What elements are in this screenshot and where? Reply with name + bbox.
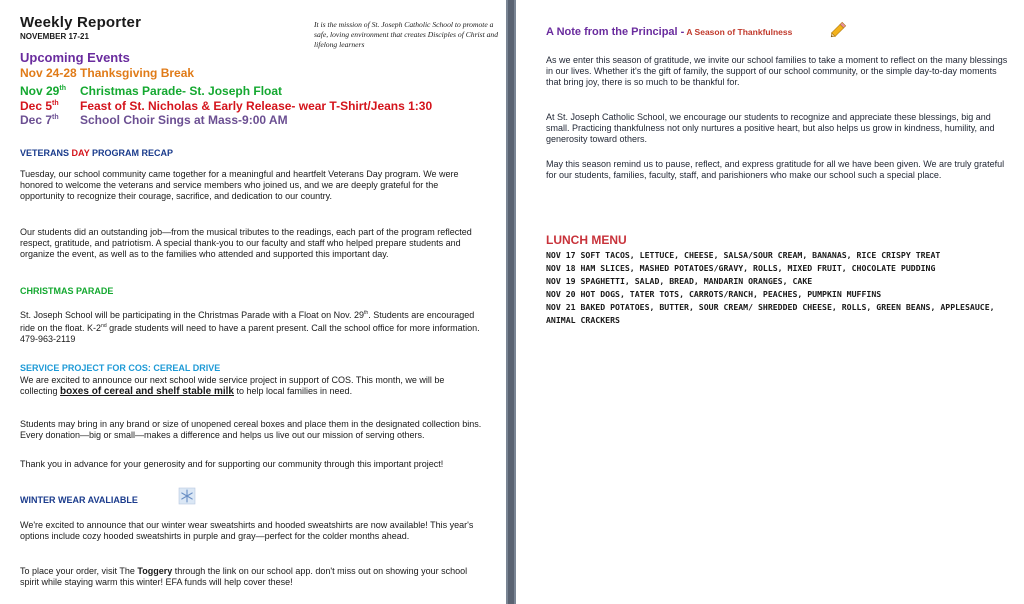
cereal-milk-emphasis: boxes of cereal and shelf stable milk bbox=[60, 386, 234, 397]
winter-wear-heading: WINTER WEAR AVALIABLE bbox=[20, 495, 138, 505]
page-left bbox=[0, 0, 506, 604]
event-date: Dec 7th bbox=[20, 113, 59, 127]
event-text: Feast of St. Nicholas & Early Release- wear T-Shirt/Jeans 1:30 bbox=[80, 99, 433, 113]
page-right bbox=[516, 0, 1024, 604]
pencil-icon bbox=[828, 18, 850, 40]
principal-paragraph-1: As we enter this season of gratitude, we invite our school families to take a moment to reflect on the many blessings in our lives. Whether it's the gift of family, the support of our school community, or the simple day-to-day moments that bring joy, there is so much to be thankful for. bbox=[546, 55, 1008, 87]
principal-paragraph-3: May this season remind us to pause, reflect, and express gratitude for all we have been given. We are truly grateful for our students, families, faculty, staff, and parishioners who make our school such a special place. bbox=[546, 159, 1005, 180]
upcoming-events-heading: Upcoming Events bbox=[20, 50, 130, 65]
veterans-paragraph-2: Our students did an outstanding job—from the musical tributes to the readings, each part of the program reflected respect, gratitude, and patriotism. A special thank-you to our faculty and staff who helped prepare students and organize the event, as well as to the families who attended and supported this important day. bbox=[20, 227, 472, 259]
principal-paragraph-2: At St. Joseph Catholic School, we encourage our students to recognize and appreciate these blessings, big and small. Practicing thankfulness not only nurtures a positive heart, but also helps us grow in kindness, humility, and generosity toward others. bbox=[546, 112, 995, 144]
principal-note-heading: A Note from the Principal - A Season of Thankfulness bbox=[546, 26, 793, 38]
service-paragraph-3: Thank you in advance for your generosity and for supporting our community through this important project! bbox=[20, 459, 444, 469]
winter-paragraph-2: To place your order, visit The Toggery through the link on our school app. don't miss out on showing your school spirit while staying warm this winter! EFA funds will help cover these! bbox=[20, 566, 468, 587]
lunch-menu-item: NOV 19 SPAGHETTI, SALAD, BREAD, MANDARIN ORANGES, CAKE bbox=[546, 275, 813, 286]
event-date: Dec 5th bbox=[20, 99, 59, 113]
event-item bbox=[20, 66, 194, 81]
snowflake-icon bbox=[178, 487, 196, 505]
event-date: Nov 29th bbox=[20, 84, 66, 98]
service-paragraph-1: We are excited to announce our next school wide service project in support of COS. This month, we will be collecting boxes of cereal and shelf stable milk to help local families in need. bbox=[20, 375, 445, 397]
event-text: School Choir Sings at Mass-9:00 AM bbox=[80, 113, 288, 127]
mission-statement: It is the mission of St. Joseph Catholic School to promote a safe, loving environment that creates Disciples of Christ and lifelong learners bbox=[314, 20, 498, 49]
christmas-parade-heading: CHRISTMAS PARADE bbox=[20, 286, 114, 296]
lunch-menu-list bbox=[546, 249, 996, 326]
winter-paragraph-1: We're excited to announce that our winter wear sweatshirts and hooded sweatshirts are now available! This year's options include cozy hooded sweatshirts in purple and gray—perfect for the colder months ahead. bbox=[20, 520, 474, 541]
veterans-day-heading: VETERANS DAY PROGRAM RECAP bbox=[20, 148, 174, 158]
newsletter-date: NOVEMBER 17-21 bbox=[20, 32, 89, 41]
event-date: Nov 24-28 bbox=[20, 66, 77, 80]
newsletter-title: Weekly Reporter bbox=[20, 14, 142, 31]
lunch-menu-item: NOV 17 SOFT TACOS, LETTUCE, CHEESE, SALSA/SOUR CREAM, BANANAS, RICE CRISPY TREAT bbox=[546, 250, 941, 260]
service-project-heading: SERVICE PROJECT FOR COS: CEREAL DRIVE bbox=[20, 363, 221, 373]
page-divider bbox=[506, 0, 516, 604]
event-item bbox=[20, 110, 288, 128]
event-text: Christmas Parade- St. Joseph Float bbox=[80, 84, 283, 98]
event-text: Thanksgiving Break bbox=[80, 66, 195, 80]
service-paragraph-2: Students may bring in any brand or size of unopened cereal boxes and place them in the designated collection bins. Every donation—big or small—makes a difference and helps us live out our mission of serving others. bbox=[20, 419, 482, 440]
lunch-menu-item: NOV 20 HOT DOGS, TATER TOTS, CARROTS/RANCH, PEACHES, PUMPKIN MUFFINS bbox=[546, 288, 882, 299]
lunch-menu-item: NOV 21 BAKED POTATOES, BUTTER, SOUR CREAM/ SHREDDED CHEESE, ROLLS, GREEN BEANS, APPLESAUCE, ANIMAL CRACKERS bbox=[546, 301, 995, 325]
toggery-link-text: Toggery bbox=[137, 566, 173, 576]
veterans-paragraph-1: Tuesday, our school community came together for a meaningful and heartfelt Veterans Day program. We were honored to welcome the veterans and service members who joined us, and we are deeply grateful for the opportunity to recognize their courage, sacrifice, and dedication to our country. bbox=[20, 169, 459, 201]
lunch-menu-heading: LUNCH MENU bbox=[546, 233, 627, 247]
parade-paragraph: St. Joseph School will be participating in the Christmas Parade with a Float on Nov. 29th. Students are encouraged ride on the float. K-2nd grade students will need to have a parent present. Call the school office for more information. 479-963-2119 bbox=[20, 310, 480, 344]
lunch-menu-item: NOV 18 HAM SLICES, MASHED POTATOES/GRAVY, ROLLS, MIXED FRUIT, CHOCOLATE PUDDING bbox=[546, 262, 936, 273]
